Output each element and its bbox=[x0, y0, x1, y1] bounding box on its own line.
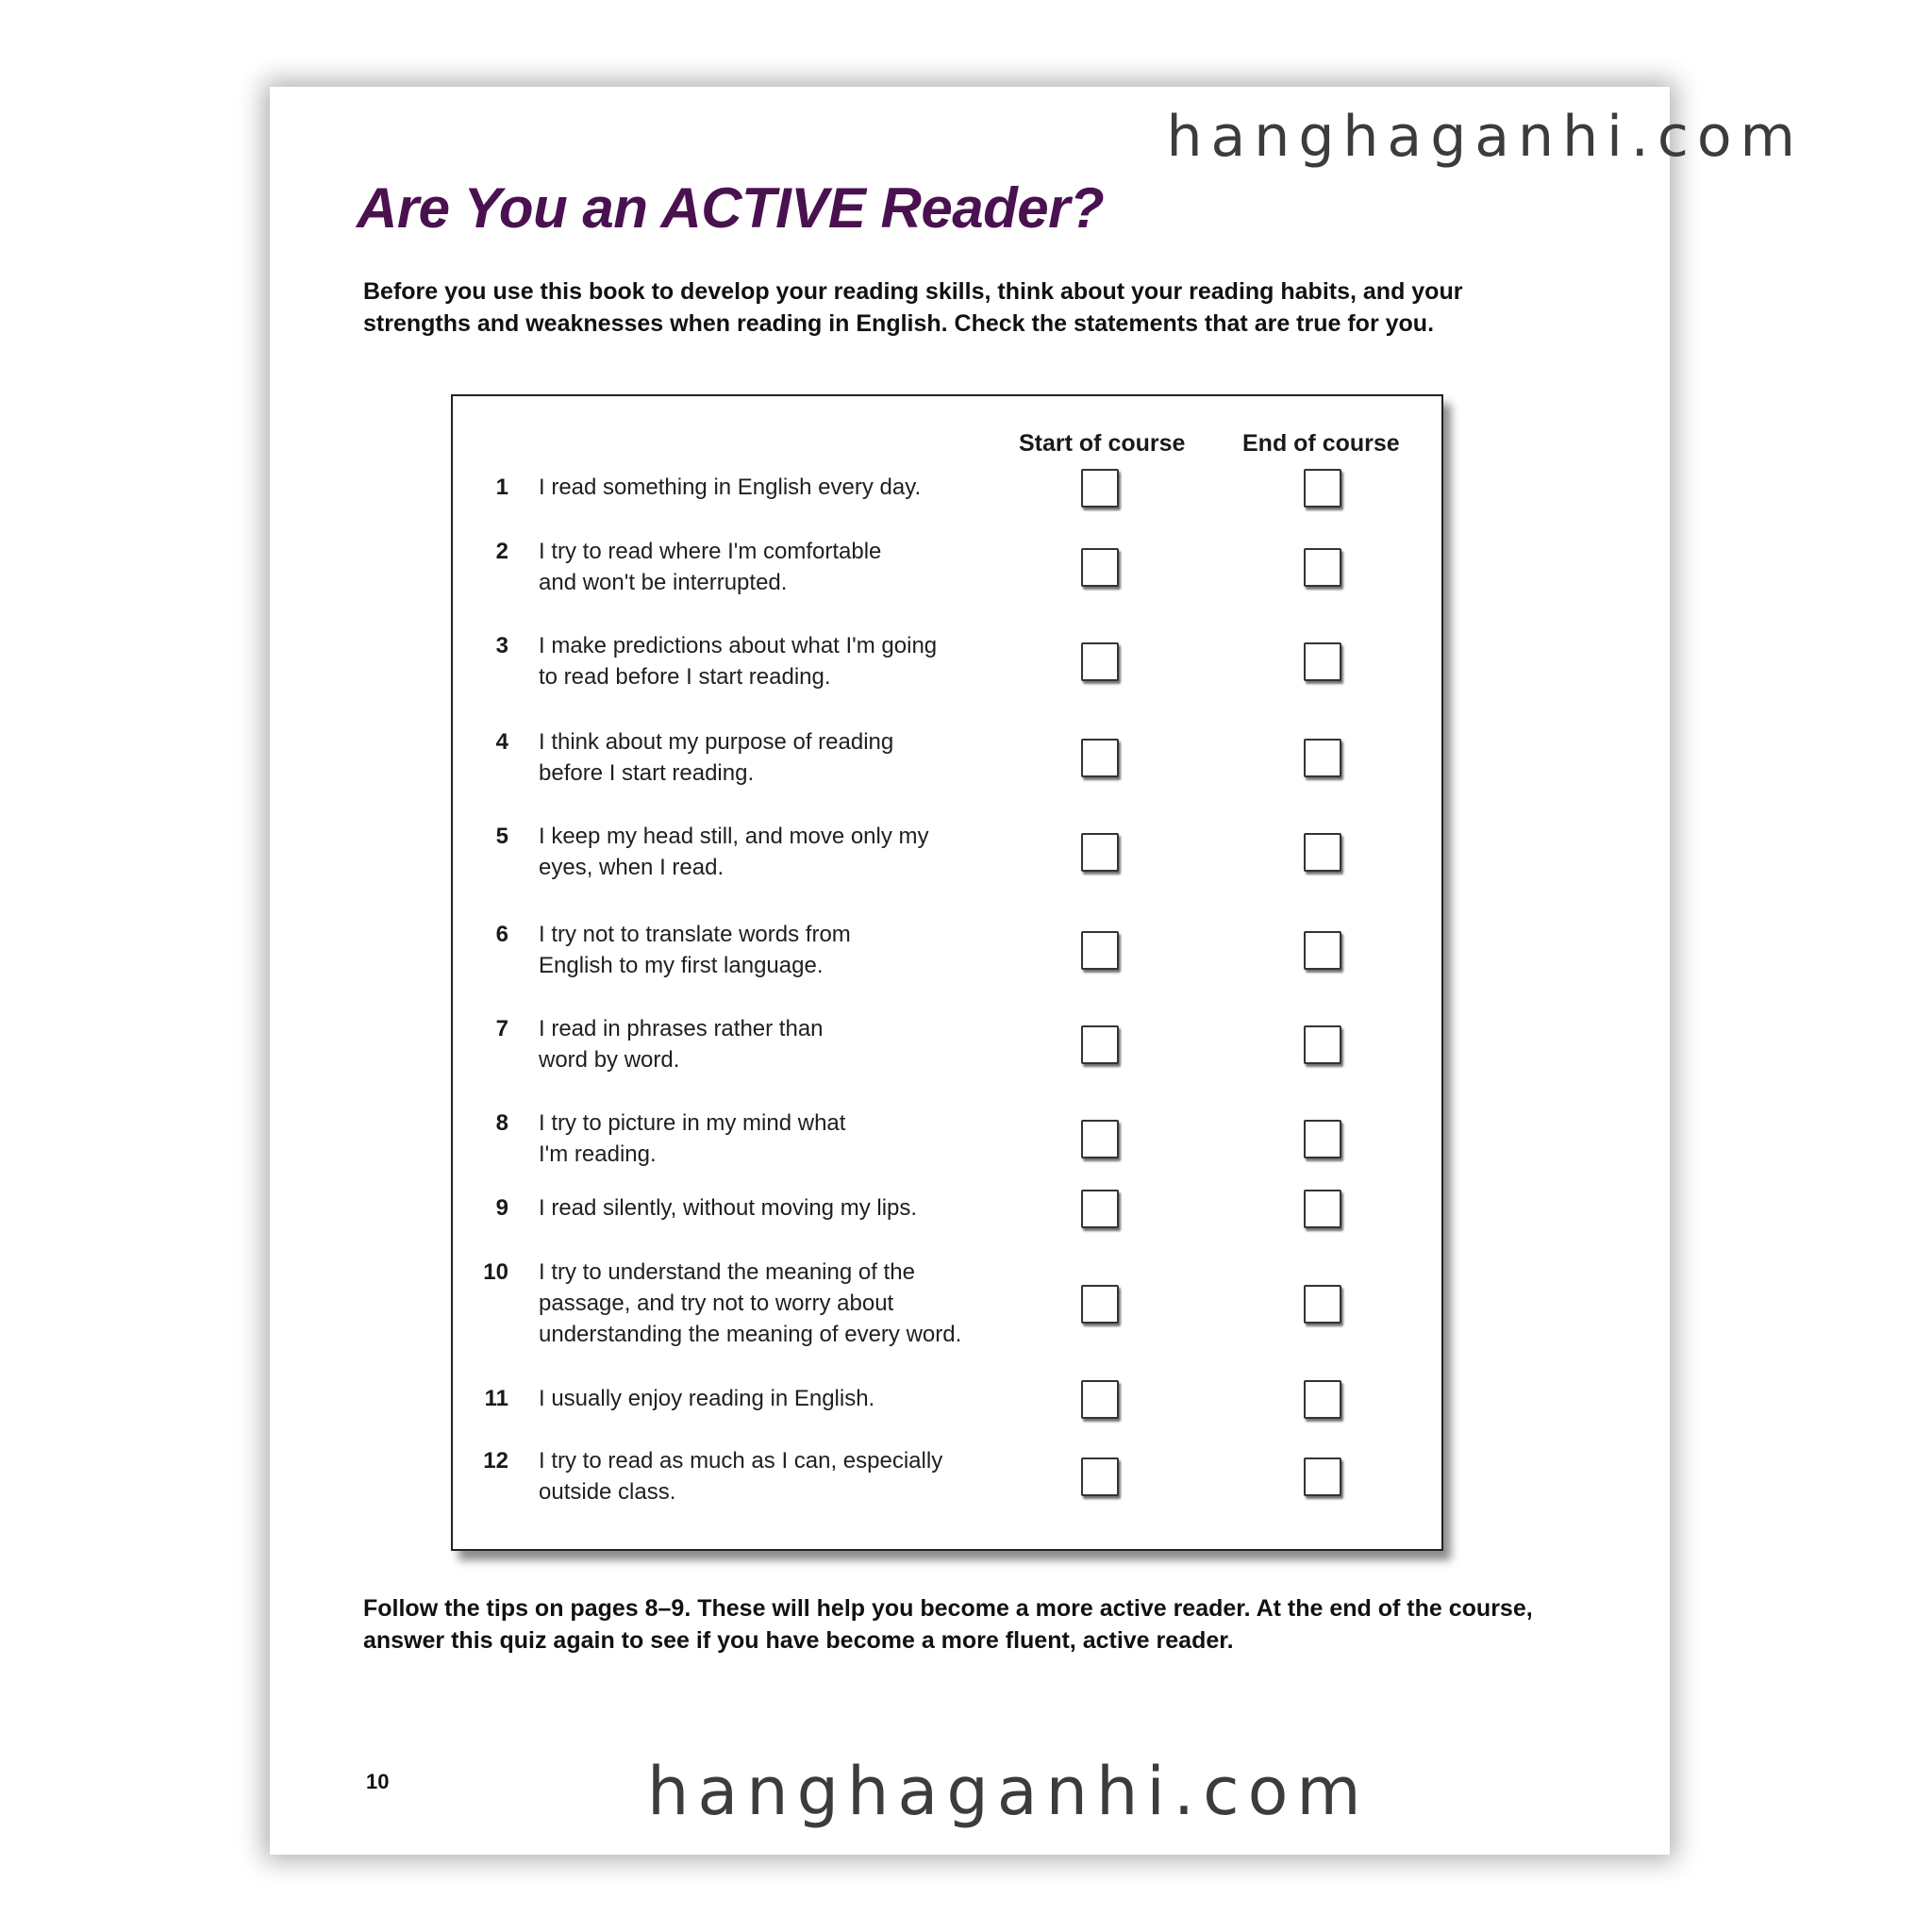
item-statement bbox=[539, 630, 937, 692]
checkbox-end-of-course[interactable] bbox=[1304, 642, 1341, 681]
checkbox-end-of-course[interactable] bbox=[1304, 548, 1341, 587]
statement-line: I think about my purpose of reading bbox=[539, 729, 894, 755]
item-statement bbox=[539, 1445, 942, 1507]
item-statement bbox=[539, 1108, 845, 1170]
item-number: 1 bbox=[495, 475, 508, 500]
item-statement bbox=[539, 1383, 874, 1414]
checkbox-start-of-course[interactable] bbox=[1081, 931, 1119, 970]
statement-line: I'm reading. bbox=[539, 1141, 657, 1167]
item-number: 9 bbox=[495, 1195, 508, 1221]
statement-line: I keep my head still, and move only my bbox=[539, 824, 929, 849]
item-statement bbox=[539, 919, 851, 981]
checkbox-end-of-course[interactable] bbox=[1304, 833, 1341, 872]
checkbox-start-of-course[interactable] bbox=[1081, 469, 1119, 508]
statement-line: I read silently, without moving my lips. bbox=[539, 1195, 918, 1221]
checkbox-end-of-course[interactable] bbox=[1304, 739, 1341, 777]
checkbox-end-of-course[interactable] bbox=[1304, 1380, 1341, 1419]
item-statement bbox=[539, 1257, 961, 1350]
checkbox-start-of-course[interactable] bbox=[1081, 548, 1119, 587]
item-number: 2 bbox=[495, 539, 508, 564]
checkbox-end-of-course[interactable] bbox=[1304, 1190, 1341, 1228]
watermark-bottom: hanghaganhi.com bbox=[647, 1753, 1370, 1830]
item-number: 3 bbox=[495, 633, 508, 658]
statement-line: outside class. bbox=[539, 1479, 676, 1505]
checkbox-start-of-course[interactable] bbox=[1081, 1285, 1119, 1324]
checkbox-start-of-course[interactable] bbox=[1081, 739, 1119, 777]
checkbox-end-of-course[interactable] bbox=[1304, 1025, 1341, 1064]
item-number: 11 bbox=[484, 1386, 508, 1411]
checkbox-end-of-course[interactable] bbox=[1304, 1120, 1341, 1158]
statement-line: I try to read where I'm comfortable bbox=[539, 539, 882, 564]
statement-line: I try to understand the meaning of the bbox=[539, 1259, 915, 1285]
item-statement bbox=[539, 821, 929, 883]
statement-line: passage, and try not to worry about bbox=[539, 1291, 894, 1316]
checkbox-end-of-course[interactable] bbox=[1304, 1285, 1341, 1324]
outro-text: Follow the tips on pages 8–9. These will help you become a more active reader. At the end of the course, answer this quiz again to see if you have become a more fluent, active reader. bbox=[363, 1595, 1533, 1654]
watermark-top: hanghaganhi.com bbox=[1166, 104, 1804, 170]
item-number: 12 bbox=[483, 1448, 508, 1474]
checkbox-end-of-course[interactable] bbox=[1304, 931, 1341, 970]
statement-line: I read in phrases rather than bbox=[539, 1016, 824, 1041]
statement-line: I read something in English every day. bbox=[539, 475, 922, 500]
column-header-end: End of course bbox=[1242, 430, 1400, 457]
statement-line: I try to read as much as I can, especially bbox=[539, 1448, 943, 1474]
statement-line: I make predictions about what I'm going bbox=[539, 633, 938, 658]
item-statement bbox=[539, 1192, 917, 1224]
column-header-start: Start of course bbox=[1019, 430, 1186, 457]
item-number: 10 bbox=[483, 1259, 508, 1285]
statement-line: eyes, when I read. bbox=[539, 855, 724, 880]
checkbox-start-of-course[interactable] bbox=[1081, 833, 1119, 872]
statement-line: understanding the meaning of every word. bbox=[539, 1322, 962, 1347]
statement-line: word by word. bbox=[539, 1047, 680, 1073]
item-number: 8 bbox=[495, 1110, 508, 1136]
checkbox-start-of-course[interactable] bbox=[1081, 1025, 1119, 1064]
item-statement bbox=[539, 536, 881, 598]
intro-text: Before you use this book to develop your reading skills, think about your reading habits, and your strengths and weaknesses when reading in English. Check the statements that are true for you. bbox=[363, 278, 1463, 337]
checkbox-end-of-course[interactable] bbox=[1304, 1457, 1341, 1496]
item-number: 5 bbox=[495, 824, 508, 849]
page-title: Are You an ACTIVE Reader? bbox=[357, 176, 1105, 240]
page-number: 10 bbox=[366, 1770, 390, 1793]
checkbox-end-of-course[interactable] bbox=[1304, 469, 1341, 508]
item-statement bbox=[539, 726, 893, 789]
checkbox-start-of-course[interactable] bbox=[1081, 1457, 1119, 1496]
item-number: 6 bbox=[495, 922, 508, 947]
statement-line: before I start reading. bbox=[539, 760, 755, 786]
checkbox-start-of-course[interactable] bbox=[1081, 1380, 1119, 1419]
item-number: 4 bbox=[495, 729, 508, 755]
item-statement bbox=[539, 472, 921, 503]
checkbox-start-of-course[interactable] bbox=[1081, 1120, 1119, 1158]
statement-line: I usually enjoy reading in English. bbox=[539, 1386, 875, 1411]
statement-line: to read before I start reading. bbox=[539, 664, 831, 690]
statement-line: and won't be interrupted. bbox=[539, 570, 788, 595]
item-statement bbox=[539, 1013, 824, 1075]
statement-line: English to my first language. bbox=[539, 953, 824, 978]
checkbox-start-of-course[interactable] bbox=[1081, 1190, 1119, 1228]
item-number: 7 bbox=[495, 1016, 508, 1041]
checkbox-start-of-course[interactable] bbox=[1081, 642, 1119, 681]
statement-line: I try to picture in my mind what bbox=[539, 1110, 846, 1136]
statement-line: I try not to translate words from bbox=[539, 922, 851, 947]
